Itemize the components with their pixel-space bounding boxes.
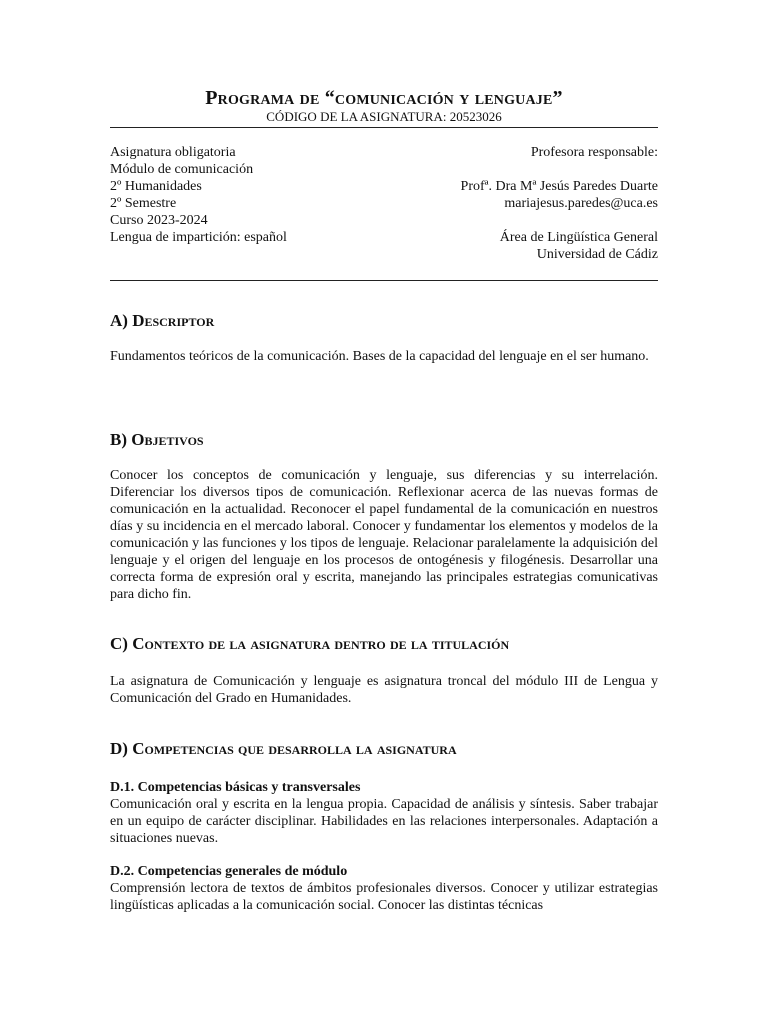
section-c-text: La asignatura de Comunicación y lenguaje es asignatura troncal del módulo III de Lengua y Comunicación del Grado en Humanidades. [110,674,658,706]
course-type: Asignatura obligatoria [110,145,236,160]
course-module: Módulo de comunicación [110,162,254,177]
instructor-name: Profª. Dra Mª Jesús Paredes Duarte [460,179,658,194]
section-d1-heading: D.1. Competencias básicas y transversales [110,780,361,795]
section-d2-heading: D.2. Competencias generales de módulo [110,864,348,879]
document-title: Programa de “comunicación y lenguaje” [205,87,563,109]
course-language: Lengua de impartición: español [110,230,287,245]
course-academic-year: Curso 2023-2024 [110,213,208,228]
instructor-area: Área de Lingüística General [499,230,658,245]
section-a-heading: A) Descriptor [110,311,215,330]
section-c-heading: C) Contexto de la asignatura dentro de la titulación [110,634,510,653]
instructor-label: Profesora responsable: [530,145,658,160]
instructor-email: mariajesus.paredes@uca.es [504,196,658,211]
instructor-details [461,144,658,263]
instructor-university: Universidad de Cádiz [536,247,658,262]
section-b-text: Conocer los conceptos de comunicación y lenguaje, sus diferencias y su interrelación. Diferenciar los diversos tipos de comunicación. Reflexionar acerca de las nuevas formas de comunicación en la actualidad. Reconocer el papel fundamental de la comunicación en nuestros días y su incidencia en el mercado laboral. Conocer y fundamentar los elementos y modelos de la comunicación y las funciones y los tipos de lenguaje. Relacionar paralelamente la adquisición del lenguaje y el origen del lenguaje en los procesos de ontogénesis y filogénesis. Desarrollar una correcta forma de expresión oral y escrita, manejando las principales estrategias comunicativas para dicho fin. [110,468,658,602]
course-code: CÓDIGO DE LA ASIGNATURA: 20523026 [266,109,502,124]
section-d-heading: D) Competencias que desarrolla la asignatura [110,739,457,758]
course-semester: 2º Semestre [110,196,177,211]
course-details [110,144,287,246]
section-d1-text: Comunicación oral y escrita en la lengua propia. Capacidad de análisis y síntesis. Saber trabajar en un equipo de carácter disciplinar. Habilidades en las relaciones interpersonales. Adaptación a situaciones nuevas. [110,797,658,846]
section-a-text: Fundamentos teóricos de la comunicación. Bases de la capacidad del lenguaje en el ser humano. [110,349,649,364]
divider-top [110,127,658,128]
section-b-heading: B) Objetivos [110,430,204,449]
course-year: 2º Humanidades [110,179,202,194]
section-d2-text: Comprensión lectora de textos de ámbitos profesionales diversos. Conocer y utilizar estrategias lingüísticas aplicadas a la comunicación social. Conocer las distintas técnicas [110,881,658,913]
divider-bottom [110,280,658,281]
